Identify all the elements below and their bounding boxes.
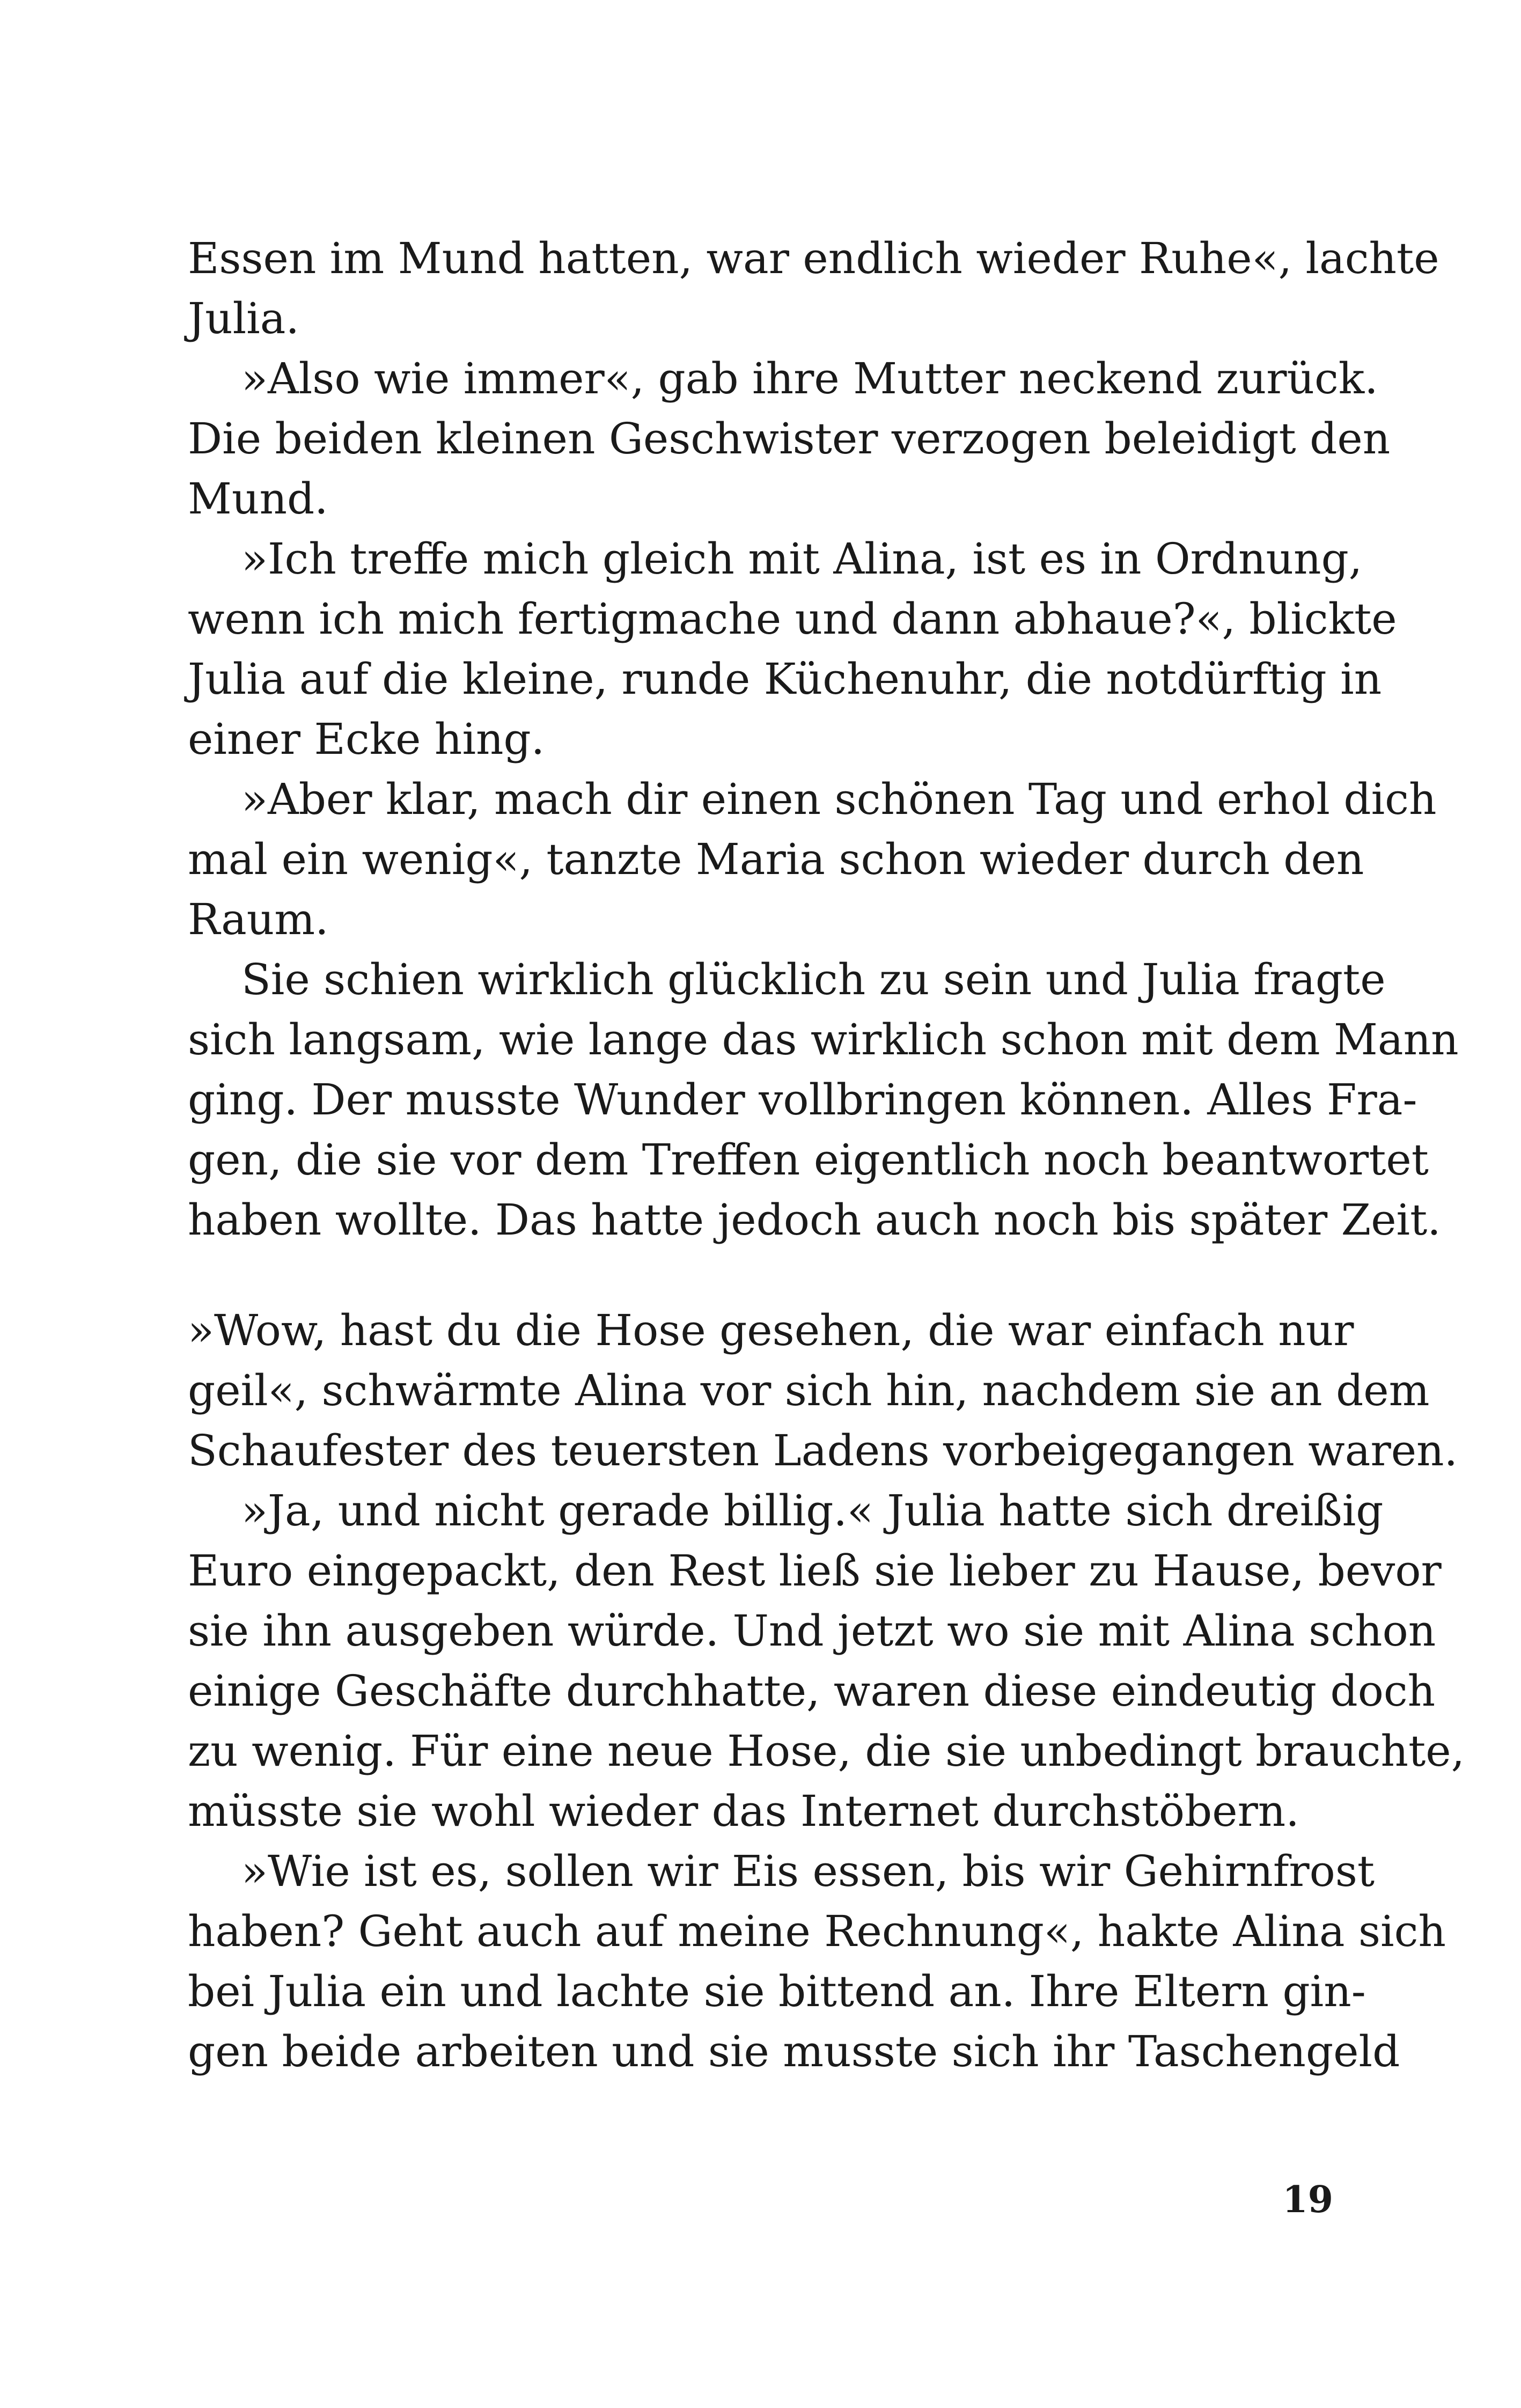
text-line: einige Geschäfte durchhatte, waren diese eindeutig doch: [188, 1666, 1436, 1716]
text-line: Essen im Mund hatten, war endlich wieder Ruhe«, lachte: [188, 233, 1439, 283]
text-line: »Aber klar, mach dir einen schönen Tag und erhol dich: [241, 774, 1437, 824]
text-section-1: [188, 229, 1459, 1250]
paragraph: [188, 950, 1459, 1250]
paragraph: [188, 1841, 1446, 2082]
paragraph: [188, 529, 1397, 769]
page-number: 19: [1282, 2178, 1333, 2221]
paragraph: [188, 349, 1391, 529]
text-line: haben? Geht auch auf meine Rechnung«, hakte Alina sich: [188, 1906, 1446, 1956]
text-line: einer Ecke hing.: [188, 714, 545, 764]
text-line: zu wenig. Für eine neue Hose, die sie unbedingt brauchte,: [188, 1726, 1465, 1776]
text-line: müsste sie wohl wieder das Internet durchstöbern.: [188, 1786, 1299, 1836]
paragraph: [188, 769, 1437, 950]
text-line: Raum.: [188, 894, 329, 944]
text-line: »Ich treffe mich gleich mit Alina, ist es in Ordnung,: [241, 534, 1363, 584]
paragraph: [188, 1301, 1458, 1481]
text-line: mal ein wenig«, tanzte Maria schon wieder durch den: [188, 834, 1364, 884]
text-line: ging. Der musste Wunder vollbringen können. Alles Fra-: [188, 1075, 1417, 1125]
text-line: sich langsam, wie lange das wirklich schon mit dem Mann: [188, 1015, 1459, 1064]
paragraph: [188, 229, 1439, 349]
paragraph: [188, 1481, 1465, 1841]
text-line: »Also wie immer«, gab ihre Mutter neckend zurück.: [241, 354, 1378, 403]
text-line: wenn ich mich fertigmache und dann abhaue?«, blickte: [188, 594, 1397, 644]
text-line: Euro eingepackt, den Rest ließ sie lieber zu Hause, bevor: [188, 1546, 1442, 1596]
text-line: Mund.: [188, 474, 328, 524]
text-line: Die beiden kleinen Geschwister verzogen beleidigt den: [188, 414, 1391, 464]
text-line: gen, die sie vor dem Treffen eigentlich noch beantwortet: [188, 1135, 1429, 1185]
text-section-2: [188, 1301, 1465, 2082]
text-line: haben wollte. Das hatte jedoch auch noch bis später Zeit.: [188, 1195, 1441, 1245]
text-line: Julia.: [188, 293, 299, 343]
text-line: gen beide arbeiten und sie musste sich ihr Taschengeld: [188, 2027, 1400, 2076]
text-line: geil«, schwärmte Alina vor sich hin, nachdem sie an dem: [188, 1365, 1430, 1415]
text-line: Sie schien wirklich glücklich zu sein und Julia fragte: [241, 955, 1386, 1004]
text-line: bei Julia ein und lachte sie bittend an. Ihre Eltern gin-: [188, 1966, 1366, 2016]
text-line: Julia auf die kleine, runde Küchenuhr, die notdürftig in: [188, 654, 1382, 704]
text-line: »Wow, hast du die Hose gesehen, die war einfach nur: [188, 1305, 1354, 1355]
text-line: »Wie ist es, sollen wir Eis essen, bis wir Gehirnfrost: [241, 1846, 1375, 1896]
text-line: »Ja, und nicht gerade billig.« Julia hatte sich dreißig: [241, 1486, 1384, 1536]
text-line: Schaufester des teuersten Ladens vorbeigegangen waren.: [188, 1426, 1458, 1475]
text-line: sie ihn ausgeben würde. Und jetzt wo sie mit Alina schon: [188, 1606, 1436, 1656]
